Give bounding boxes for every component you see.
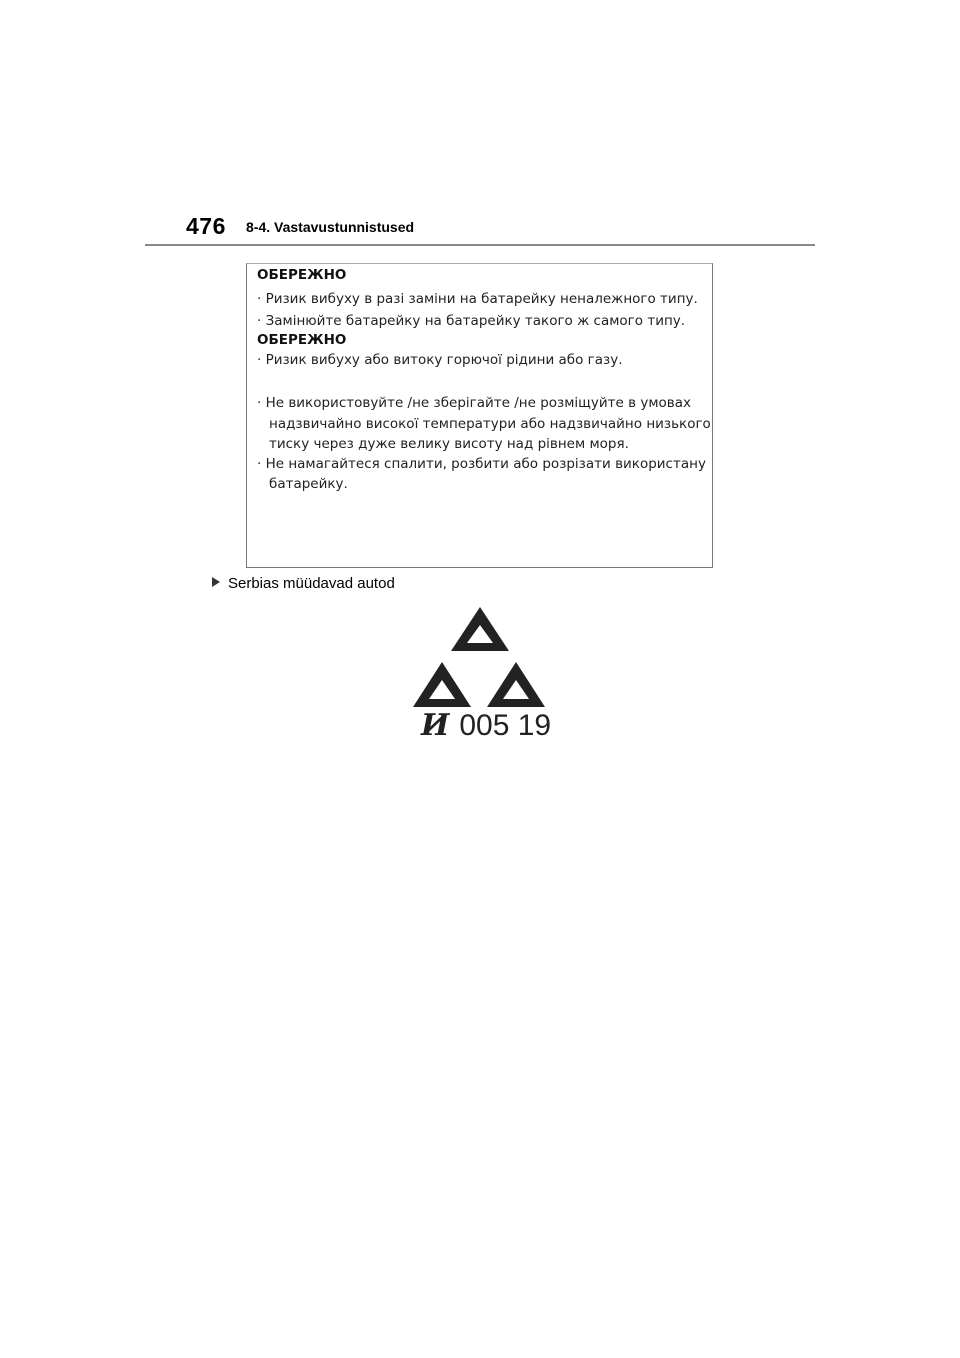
label-line: надзвичайно високої температури або надзвичайно низького: [269, 416, 711, 432]
triangle-bullet-icon: [212, 577, 220, 587]
page-number: 476: [186, 213, 226, 239]
label-line: · Не використовуйте /не зберігайте /не розміщуйте в умовах: [257, 395, 691, 411]
label-line: · Замінюйте батарейку на батарейку такого ж самого типу.: [257, 313, 686, 329]
label-line: батарейку.: [269, 476, 348, 492]
conformity-code: [421, 708, 551, 743]
label-heading: ОБЕРЕЖНО: [257, 332, 347, 348]
label-line: тиску через дуже велику висоту над рівнем моря.: [269, 436, 629, 452]
conformity-letter: И: [421, 708, 450, 743]
bullet-item: [212, 575, 395, 592]
warning-label-box: [246, 263, 713, 568]
label-heading: ОБЕРЕЖНО: [257, 267, 347, 283]
label-line: · Ризик вибуху в разі заміни на батарейку неналежного типу.: [257, 291, 698, 307]
label-line: · Ризик вибуху або витоку горючої рідини або газу.: [257, 352, 623, 368]
bullet-text: Serbias müüdavad autod: [228, 575, 395, 592]
conformity-number: 005 19: [459, 709, 552, 742]
section-title: 8-4. Vastavustunnistused: [246, 219, 415, 235]
label-line: · Не намагайтеся спалити, розбити або розрізати використану: [257, 456, 706, 472]
header-divider: [145, 244, 815, 246]
